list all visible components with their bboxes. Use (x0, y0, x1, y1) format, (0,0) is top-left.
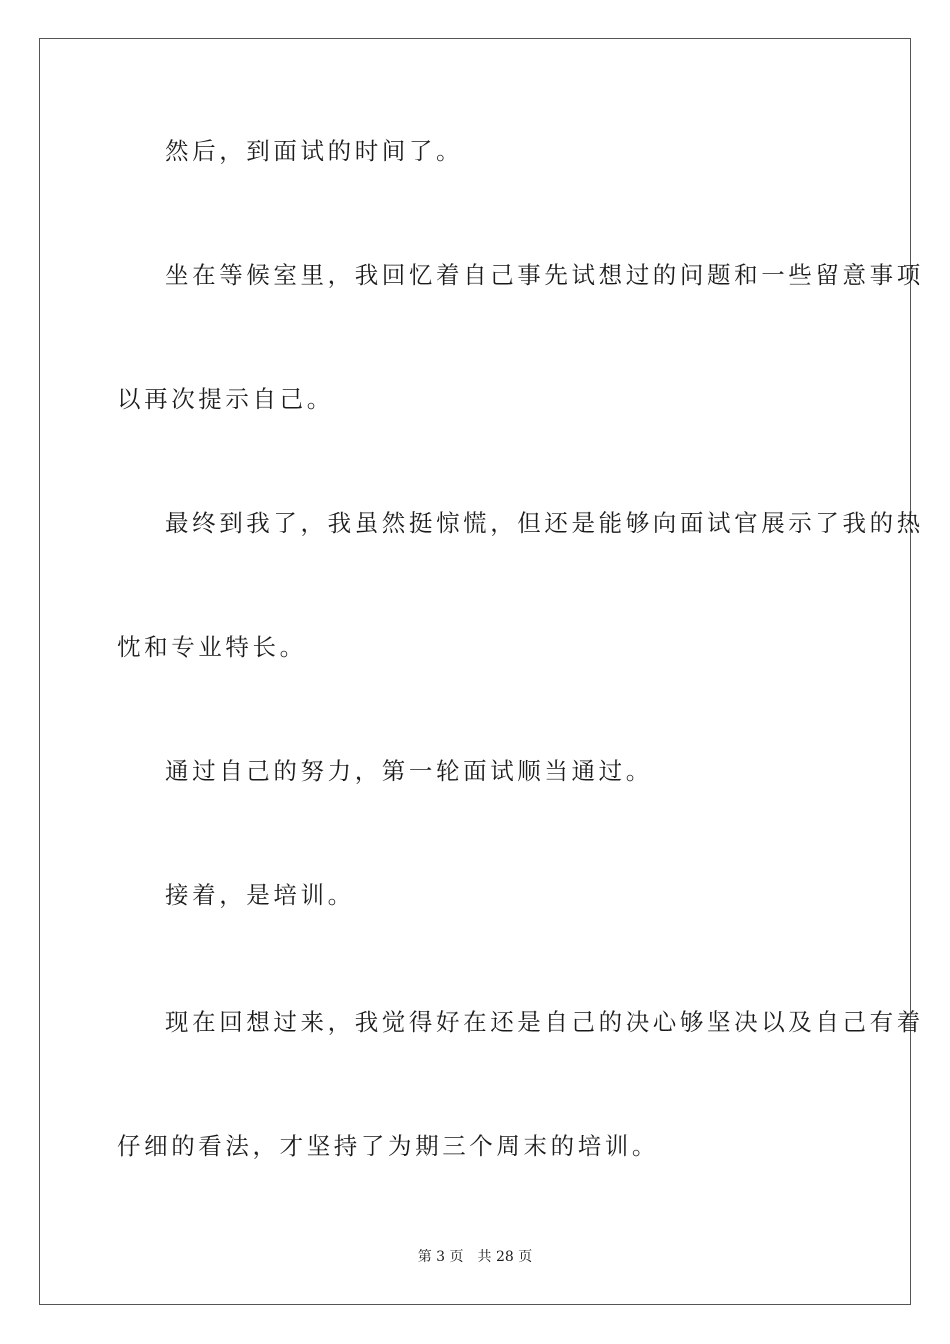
paragraph-line: 最终到我了，我虽然挺惊慌，但还是能够向面试官展示了我的热 (165, 509, 924, 537)
total-pages: 共 28 页 (477, 1249, 533, 1265)
page-frame (39, 38, 924, 1305)
paragraph-line: 以再次提示自己。 (117, 385, 334, 413)
paragraph-line: 通过自己的努力，第一轮面试顺当通过。 (165, 757, 653, 785)
paragraph-line: 然后，到面试的时间了。 (165, 137, 464, 165)
paragraph-line: 仔细的看法，才坚持了为期三个周末的培训。 (117, 1132, 659, 1160)
paragraph-line: 坐在等候室里，我回忆着自己事先试想过的问题和一些留意事项 (165, 261, 924, 289)
paragraph-line: 接着，是培训。 (165, 881, 355, 909)
paragraph-line: 现在回想过来，我觉得好在还是自己的决心够坚决以及自己有着 (165, 1008, 924, 1036)
page-footer (0, 1249, 950, 1265)
page-number: 第 3 页 (417, 1249, 464, 1265)
paragraph-line: 忱和专业特长。 (117, 633, 307, 661)
